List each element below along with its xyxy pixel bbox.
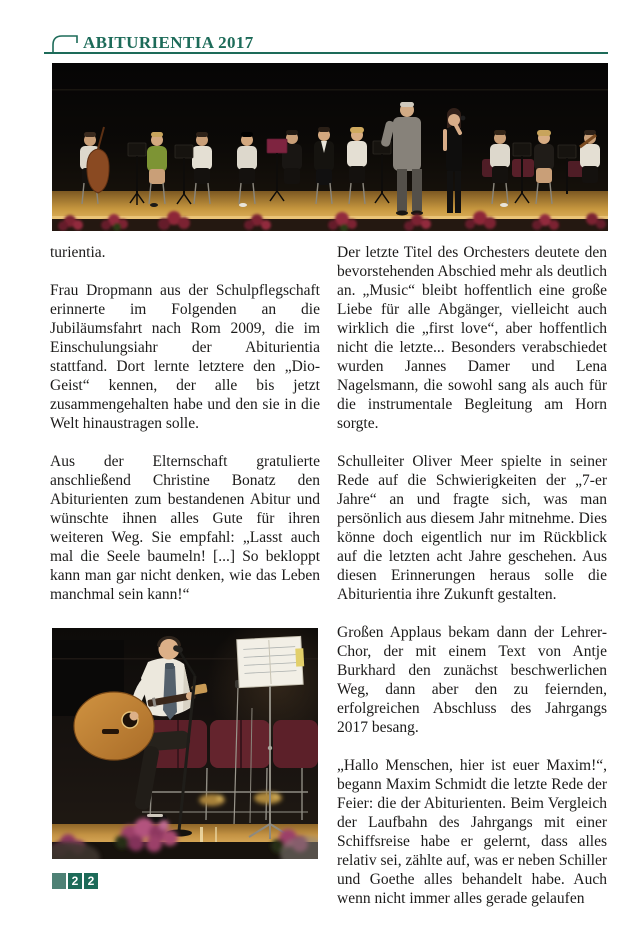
- paragraph: Großen Applaus bekam dann der Lehrer-Chor, der mit einem Text von Antje Burkhard den zunächst beschwerlichen Weg, dann aber den zu feiernden, erfolgreichen Abschluss des Jahrgangs 2017 besang.: [337, 624, 607, 736]
- page-number-digit: 2: [84, 873, 98, 889]
- page-number-box-blank: [52, 873, 66, 889]
- page-title: ABITURIENTIA 2017: [83, 33, 254, 52]
- paragraph: Schulleiter Oliver Meer spielte in seiner Rede auf die Schwierigkeiten der „7-er Jahre“ an und fragte sich, was man persönlich aus diesem Jahr mitnehme. Dies könne doch eigentlich nur im Rückblick auf die letzten acht Jahre geschehen. Aus diesen Erinnerungen heraus solle die Abiturientia ihre Zukunft gestalten.: [337, 453, 607, 603]
- paragraph: Der letzte Titel des Orchesters deutete den bevorstehenden Abschied mehr als deutlich an. „Music“ bleibt hoffentlich eine große Liebe für alle Abgänger, vielleicht auch wirklich die „first love“, aber hoffentlich nicht die letzte... Besonders verabschiedet wurden Jannes Damer und Lena Nagelsmann, die sowohl sang als auch für die instrumentale Begleitung am Horn sorgte.: [337, 244, 607, 432]
- paragraph: Frau Dropmann aus der Schulpflegschaft erinnerte im Folgenden an die Jubiläumsfahrt nach Rom 2009, die im Einschulungsiahr der Abiturientia stattfand. Dort lernte letztere den „Dio-Geist“ kennen, der alle bis jetzt zusammengehalten habe und den sie in die Welt hinaustragen solle.: [50, 282, 320, 432]
- paragraph: Aus der Elternschaft gratulierte anschließend Christine Bonatz den Abiturienten zum bestandenen Abitur und wünschte ihnen alles Gute für ihren weiteren Weg. Sie empfahl: „Lasst auch mal die Seele baumeln! [...] So bekloppt kann man gar nicht denken, wie das Leben manchmal sein kann!“: [50, 453, 320, 603]
- page-number: [52, 873, 98, 889]
- page-number-digit: 2: [68, 873, 82, 889]
- paragraph: „Hallo Menschen, hier ist euer Maxim!“, begann Maxim Schmidt die letzte Rede der Feier: die der Abiturienten. Beim Vergleich der Laufbahn des Jahrgangs mit einer Schiffsreise habe er gelernt, dass alles relativ sei, zählte auf, was er neben Schiller und Goethe alles behandelt habe. Auch wenn nicht immer alles gerade gelaufen: [337, 757, 607, 907]
- article-right-column: [337, 243, 607, 927]
- guitarist-photo: [52, 628, 318, 859]
- paragraph: turientia.: [50, 244, 106, 261]
- orchestra-photo: [52, 63, 608, 231]
